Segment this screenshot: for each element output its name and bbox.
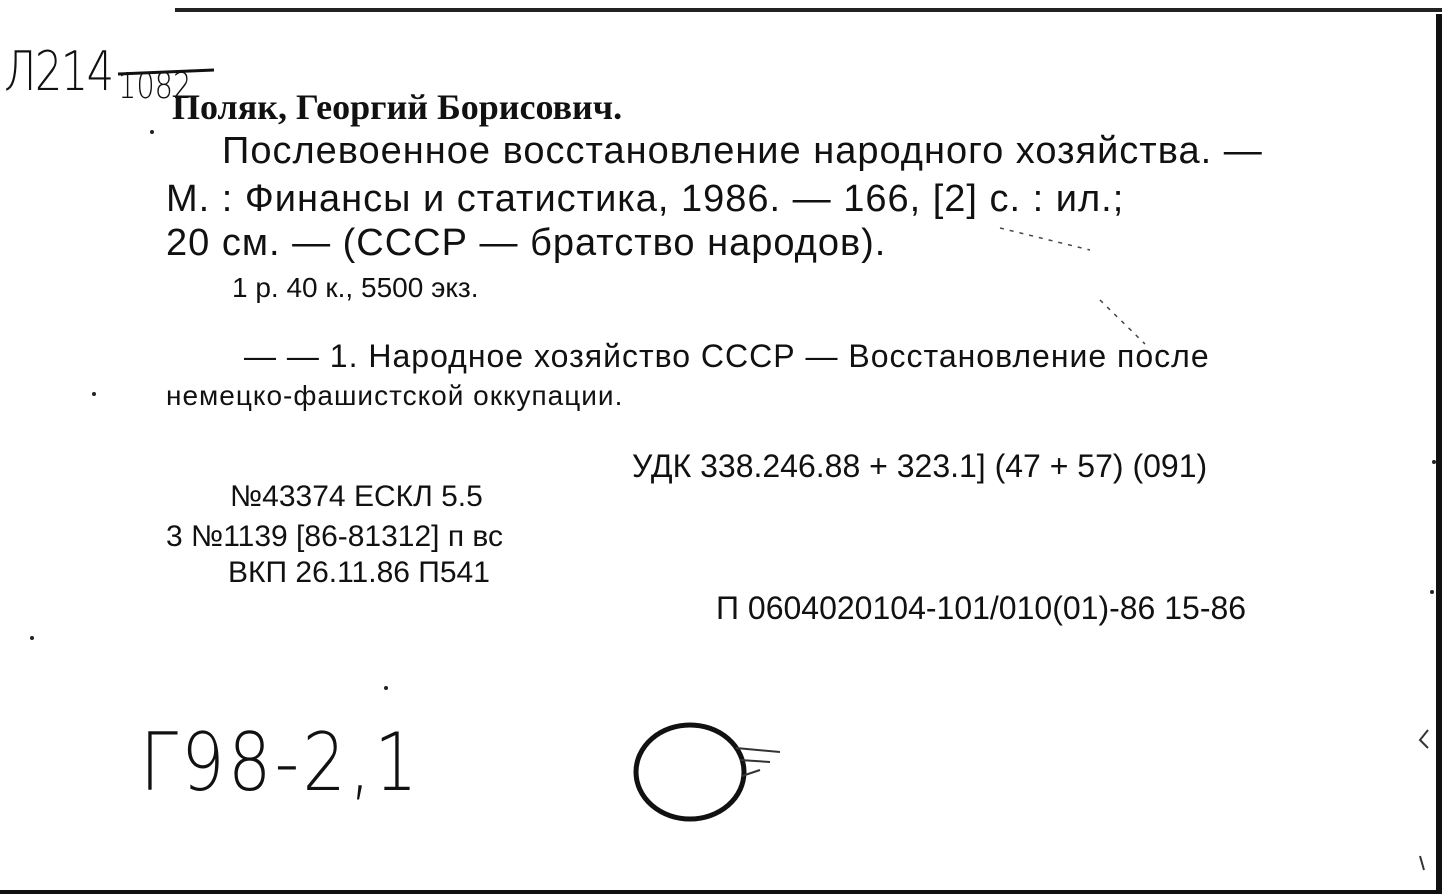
shelf-mark: Л214 [4,40,113,103]
pen-stroke [1000,228,1145,344]
speck [30,636,34,640]
punch-hole-circle [636,725,744,819]
print-info-line-3: ВКП 26.11.86 П541 [228,556,490,589]
pen-stroke [1420,856,1424,870]
speck [1432,460,1436,464]
print-info-line-1: №43374 ЕСКЛ 5.5 [230,480,483,513]
handwritten-code: Г98-2,1 [140,716,421,809]
shelf-mark-sub: 1082 [118,66,192,107]
index-code: П 0604020104-101/010(01)-86 15-86 [716,590,1247,626]
author-heading: Поляк, Георгий Борисович. [172,87,623,127]
subject-line-2: немецко-фашистской оккупации. [166,380,624,411]
pen-stroke [1420,730,1428,748]
speck [1430,590,1434,594]
price-line: 1 р. 40 к., 5500 экз. [232,272,479,303]
title-line-3: 20 см. — (СССР — братство народов). [166,222,887,264]
print-info-line-2: 3 №1139 [86-81312] п вс [166,520,504,553]
speck [384,686,388,690]
title-line-1: Послевоенное восстановление народного хозяйства. — [222,130,1263,172]
pen-stroke [118,70,214,74]
subject-line-1: — — 1. Народное хозяйство СССР — Восстановление после [244,338,1210,374]
speck [92,392,96,396]
title-line-2: М. : Финансы и статистика, 1986. — 166, [2] с. : ил.; [166,178,1125,220]
speck [150,130,154,134]
udk-classification: УДК 338.246.88 + 323.1] (47 + 57) (091) [632,448,1208,484]
